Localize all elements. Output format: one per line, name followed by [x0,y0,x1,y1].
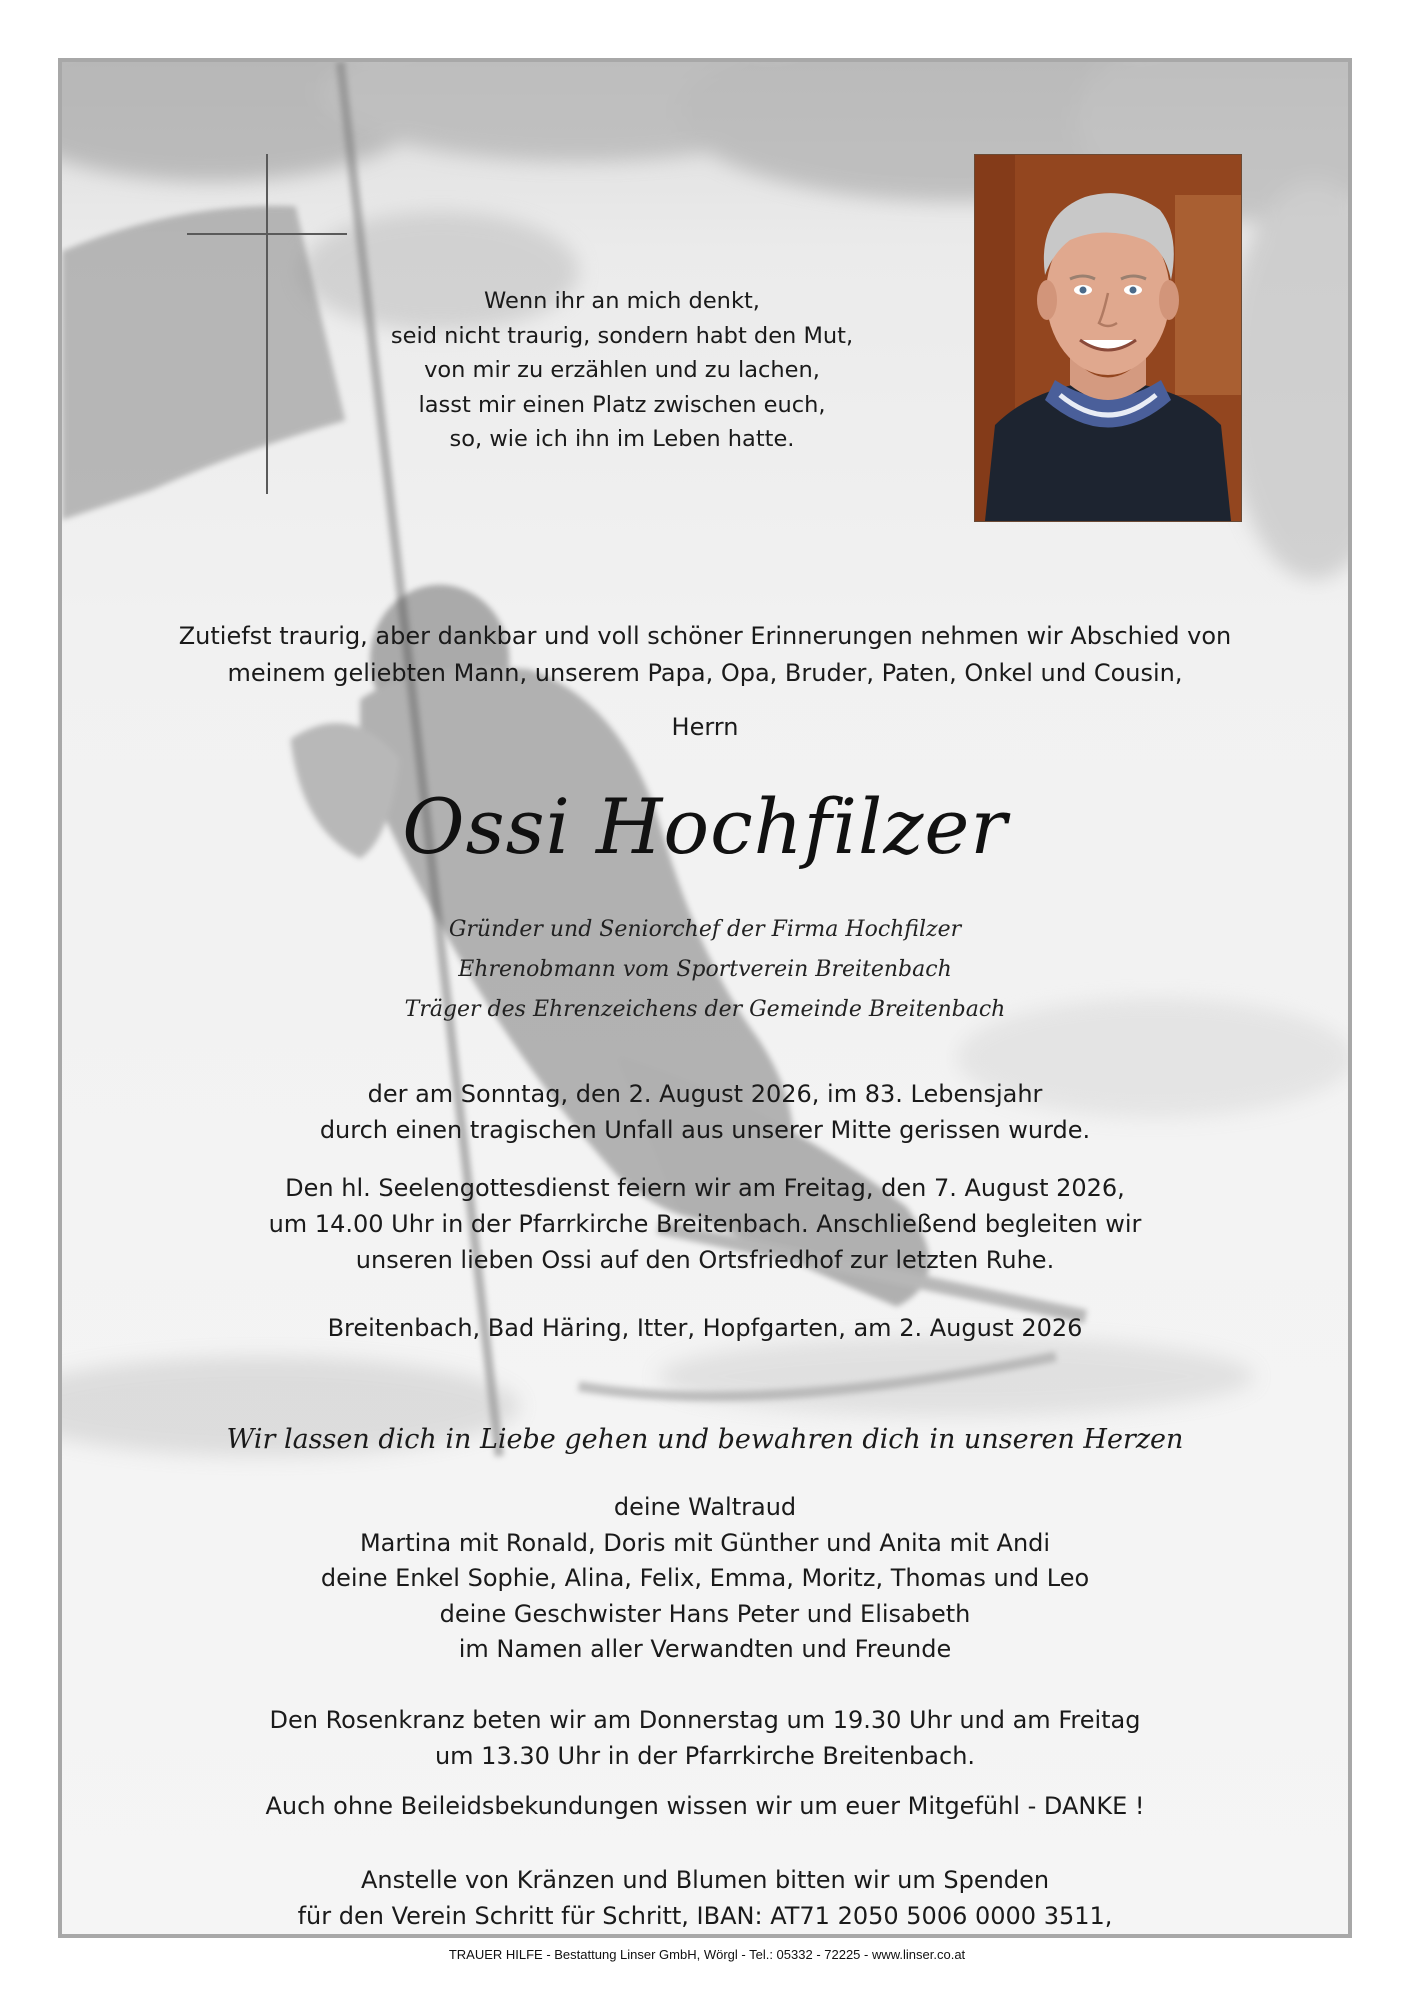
title-line: Gründer und Seniorchef der Firma Hochfilzer [448,917,962,942]
title-line: Ehrenobmann vom Sportverein Breitenbach [458,957,952,982]
poem-line: so, wie ich ihn im Leben hatte. [449,426,795,452]
mourner-line: Martina mit Ronald, Doris mit Günther und Anita mit Andi [359,1528,1051,1557]
poem-line: Wenn ihr an mich denkt, [484,288,760,314]
intro-line: Zutiefst traurig, aber dankbar und voll schöner Erinnerungen nehmen wir Abschied von [178,622,1232,650]
poem-line: lasst mir einen Platz zwischen euch, [418,391,826,418]
intro-line: meinem geliebten Mann, unserem Papa, Opa, Bruder, Paten, Onkel und Cousin, [227,659,1183,687]
title-line: Träger des Ehrenzeichens der Gemeinde Breitenbach [404,997,1006,1022]
motto: Wir lassen dich in Liebe gehen und bewahren dich in unseren Herzen [226,1424,1184,1455]
portrait-photo [974,154,1242,522]
mourner-line: deine Enkel Sophie, Alina, Felix, Emma, Moritz, Thomas und Leo [320,1564,1090,1592]
place-date: Breitenbach, Bad Häring, Itter, Hopfgarten, am 2. August 2026 [327,1314,1083,1342]
rosary-line: um 13.30 Uhr in der Pfarrkirche Breitenbach. [434,1742,976,1770]
obituary-frame [58,58,1352,1938]
mourner-line: im Namen aller Verwandten und Freunde [458,1635,952,1663]
funeral-line: Den hl. Seelengottesdienst feiern wir am Freitag, den 7. August 2026, [285,1174,1125,1202]
salutation: Herrn [671,713,739,741]
mourners [62,1490,1348,1668]
deceased-name: Ossi Hochfilzer [402,782,1008,871]
cross-icon [187,154,347,494]
donation-line [62,1934,1348,1938]
death-line: durch einen tragischen Unfall aus unserer Mitte gerissen wurde. [319,1116,1091,1144]
rosary-line: Den Rosenkranz beten wir am Donnerstag um 19.30 Uhr und am Freitag [269,1706,1141,1734]
farewell-intro [62,618,1348,692]
funeral-info [62,1170,1348,1278]
donation-request [62,1862,1348,1938]
mourner-line: deine Waltraud [613,1493,797,1521]
donation-line: Anstelle von Kränzen und Blumen bitten wir um Spenden [360,1866,1050,1894]
deceased-titles [62,910,1348,1030]
donation-line: für den Verein Schritt für Schritt, IBAN: AT71 2050 5006 0000 3511, [297,1902,1113,1930]
thanks-note: Auch ohne Beileidsbekundungen wissen wir um euer Mitgefühl - DANKE ! [265,1792,1145,1820]
poem [362,284,882,457]
funeral-line: um 14.00 Uhr in der Pfarrkirche Breitenbach. Anschließend begleiten wir [268,1210,1142,1238]
rosary-info [62,1702,1348,1774]
death-notice [62,1076,1348,1148]
funeral-line: unseren lieben Ossi auf den Ortsfriedhof zur letzten Ruhe. [355,1246,1055,1274]
footer-imprint: TRAUER HILFE - Bestattung Linser GmbH, Wörgl - Tel.: 05332 - 72225 - www.linser.co.at [448,1947,966,1962]
poem-line: seid nicht traurig, sondern habt den Mut, [390,322,854,349]
poem-line: von mir zu erzählen und zu lachen, [424,357,820,383]
death-line: der am Sonntag, den 2. August 2026, im 83. Lebensjahr [367,1080,1043,1108]
mourner-line: deine Geschwister Hans Peter und Elisabeth [439,1599,971,1628]
